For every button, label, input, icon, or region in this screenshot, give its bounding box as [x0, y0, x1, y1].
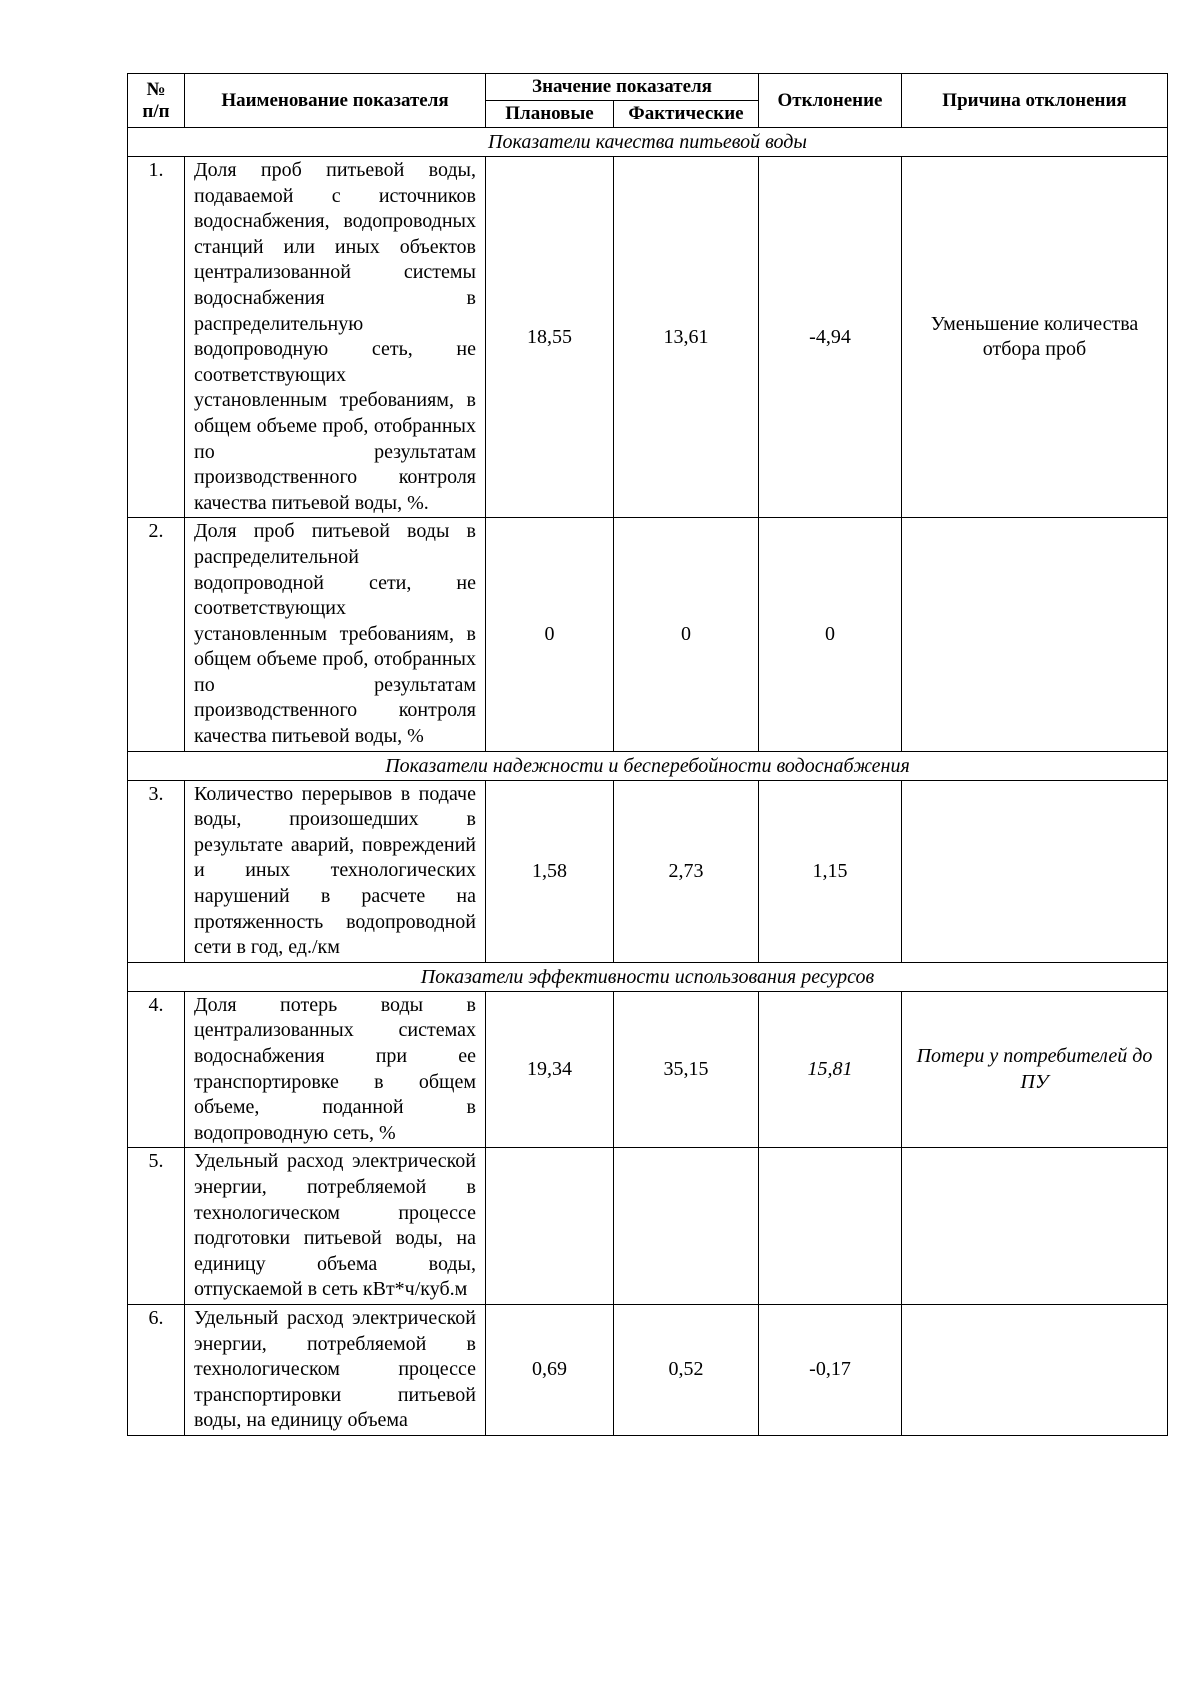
header-actual: Фактические: [614, 101, 759, 128]
row-actual: 2,73: [614, 780, 759, 962]
section-efficiency: Показатели эффективности использования ресурсов: [128, 962, 1168, 991]
header-value-group: Значение показателя: [486, 74, 759, 101]
row-reason: Уменьшение количества отбора проб: [902, 157, 1168, 518]
row-name: Доля проб питьевой воды, подаваемой с источников водоснабжения, водопроводных станций или иных объектов централизованной системы водоснабжения в распределительную водопроводную сеть, не соответствующих установленным требованиям, в общем объеме проб, отобранных по результатам производственного контроля качества питьевой воды, %.: [185, 157, 486, 518]
row-num: 3.: [128, 780, 185, 962]
header-planned: Плановые: [486, 101, 614, 128]
row-num: 1.: [128, 157, 185, 518]
row-planned: 0,69: [486, 1304, 614, 1435]
row-reason: [902, 1148, 1168, 1305]
header-reason: Причина отклонения: [902, 74, 1168, 128]
row-deviation: -0,17: [759, 1304, 902, 1435]
section-reliability: Показатели надежности и бесперебойности водоснабжения: [128, 751, 1168, 780]
row-reason: [902, 1304, 1168, 1435]
row-deviation: 1,15: [759, 780, 902, 962]
row-deviation: 15,81: [759, 991, 902, 1148]
row-reason: [902, 518, 1168, 751]
table-row: [128, 780, 1168, 962]
table-row: [128, 1148, 1168, 1305]
row-name: Удельный расход электрической энергии, потребляемой в технологическом процессе подготовки питьевой воды, на единицу объема воды, отпускаемой в сеть кВт*ч/куб.м: [185, 1148, 486, 1305]
row-deviation: 0: [759, 518, 902, 751]
row-actual: 0,52: [614, 1304, 759, 1435]
indicators-table: [127, 73, 1168, 1436]
row-actual: 13,61: [614, 157, 759, 518]
row-reason: Потери у потребителей до ПУ: [902, 991, 1168, 1148]
row-name: Доля проб питьевой воды в распределительной водопроводной сети, не соответствующих установленным требованиям, в общем объеме проб, отобранных по результатам производственного контроля качества питьевой воды, %: [185, 518, 486, 751]
header-name: Наименование показателя: [185, 74, 486, 128]
row-deviation: -4,94: [759, 157, 902, 518]
row-name: Количество перерывов в подаче воды, произошедших в результате аварий, повреждений и иных технологических нарушений в расчете на протяженность водопроводной сети в год, ед./км: [185, 780, 486, 962]
table-row: [128, 1304, 1168, 1435]
row-num: 6.: [128, 1304, 185, 1435]
header-deviation: Отклонение: [759, 74, 902, 128]
row-actual: 0: [614, 518, 759, 751]
row-name: Доля потерь воды в централизованных системах водоснабжения при ее транспортировке в общем объеме, поданной в водопроводную сеть, %: [185, 991, 486, 1148]
table-row: [128, 157, 1168, 518]
row-num: 2.: [128, 518, 185, 751]
section-row: [128, 751, 1168, 780]
section-quality: Показатели качества питьевой воды: [128, 128, 1168, 157]
row-actual: 35,15: [614, 991, 759, 1148]
row-num: 5.: [128, 1148, 185, 1305]
row-planned: 0: [486, 518, 614, 751]
row-planned: [486, 1148, 614, 1305]
table-row: [128, 991, 1168, 1148]
header-num: № п/п: [128, 74, 185, 128]
row-num: 4.: [128, 991, 185, 1148]
row-deviation: [759, 1148, 902, 1305]
row-reason: [902, 780, 1168, 962]
row-planned: 1,58: [486, 780, 614, 962]
row-planned: 19,34: [486, 991, 614, 1148]
row-actual: [614, 1148, 759, 1305]
header-row: [128, 74, 1168, 101]
section-row: [128, 128, 1168, 157]
row-planned: 18,55: [486, 157, 614, 518]
table-row: [128, 518, 1168, 751]
section-row: [128, 962, 1168, 991]
row-name: Удельный расход электрической энергии, потребляемой в технологическом процессе транспортировки питьевой воды, на единицу объема: [185, 1304, 486, 1435]
